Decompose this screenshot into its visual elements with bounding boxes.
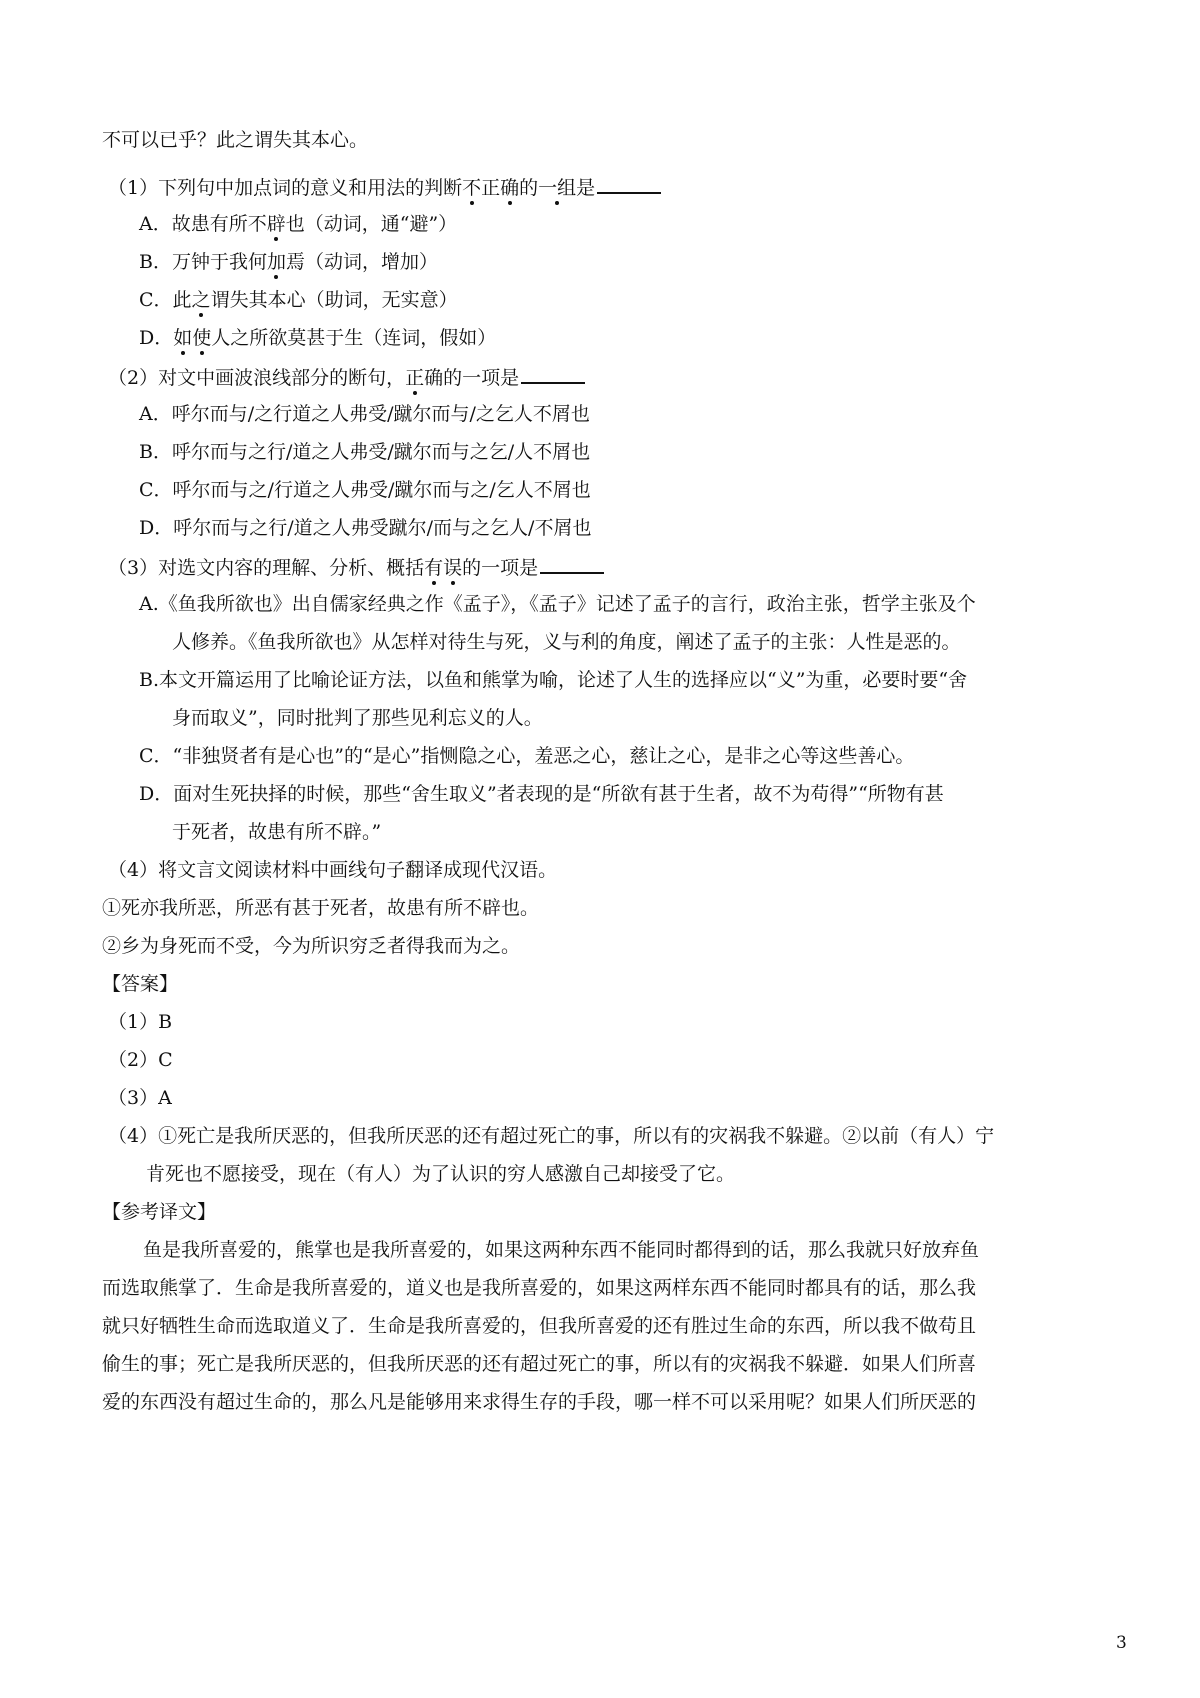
option-a-cont: 人修养。《鱼我所欲也》从怎样对待生与死，义与利的角度，阐述了孟子的主张：人性是恶的。 xyxy=(172,631,961,653)
dotted-char: 如 xyxy=(173,327,193,349)
translation-heading: 【参考译文】 xyxy=(102,1201,217,1223)
option-c: C．“非独贤者有是心也”的“是心”指恻隐之心，羞恶之心，慈让之心，是非之心等这些善心。 xyxy=(139,745,915,767)
option-text: B．万钟于我何 xyxy=(139,251,267,273)
dotted-char: 正 xyxy=(405,367,425,389)
option-text: 也（动词，通“避”） xyxy=(285,213,458,235)
dotted-char: 误 xyxy=(443,557,463,579)
answer-blank xyxy=(521,364,585,384)
dotted-char: 不 xyxy=(462,177,482,199)
option-text: A．故患有所不 xyxy=(139,213,267,235)
answer-blank xyxy=(540,554,604,574)
dotted-char: 有 xyxy=(424,557,444,579)
dotted-char: 之 xyxy=(191,289,211,311)
option-text: 谓失其本心（助词，无实意） xyxy=(210,289,458,311)
option-text: 焉（动词，增加） xyxy=(285,251,438,273)
answer-heading: 【答案】 xyxy=(102,973,179,995)
translation-line: 而选取熊掌了．生命是我所喜爱的，道义也是我所喜爱的，如果这两样东西不能同时都具有的话，那么我 xyxy=(102,1277,977,1299)
sentence-1: ①死亦我所恶，所恶有甚于死者，故患有所不辟也。 xyxy=(102,897,540,919)
question-3-stem: （3）对选文内容的理解、分析、概括 xyxy=(108,557,425,579)
option-d xyxy=(139,326,496,350)
option-b xyxy=(139,250,438,274)
page-number: 3 xyxy=(1116,1633,1127,1653)
option-b: B.本文开篇运用了比喻论证方法，以鱼和熊掌为喻，论述了人生的选择应以“义”为重，必要时要“舍 xyxy=(139,669,968,691)
option-a xyxy=(139,212,457,236)
translation-line: 偷生的事；死亡是我所厌恶的，但我所厌恶的还有超过死亡的事，所以有的灾祸我不躲避．如果人们所喜 xyxy=(102,1353,977,1375)
question-2 xyxy=(108,364,585,390)
option-d: D．面对生死抉择的时候，那些“舍生取义”者表现的是“所欲有甚于生者，故不为苟得”“所物有甚 xyxy=(139,783,944,805)
answer-blank xyxy=(597,174,661,194)
question-1-stem: （1）下列句中加点词的意义和用法的判断 xyxy=(108,177,463,199)
option-text: C．此 xyxy=(139,289,192,311)
dotted-char: 加 xyxy=(266,251,286,273)
question-3 xyxy=(108,554,604,580)
question-3-stem: 的一项是 xyxy=(462,557,539,579)
question-2-stem: 确的一项是 xyxy=(424,367,520,389)
answer-3: （3）A xyxy=(108,1087,172,1109)
answer-4: （4）①死亡是我所厌恶的，但我所厌恶的还有超过死亡的事，所以有的灾祸我不躲避。②以前（有人）宁 xyxy=(108,1125,995,1147)
question-1 xyxy=(108,174,661,200)
question-4: （4）将文言文阅读材料中画线句子翻译成现代汉语。 xyxy=(108,859,558,881)
option-text: D． xyxy=(139,327,174,349)
option-text: 人之所欲莫甚于生（连词，假如） xyxy=(211,327,497,349)
translation-line: 鱼是我所喜爱的，熊掌也是我所喜爱的，如果这两种东西不能同时都得到的话，那么我就只好放弃鱼 xyxy=(143,1239,980,1261)
text-line: 不可以已乎？此之谓失其本心。 xyxy=(102,129,369,151)
question-1-stem: 正 xyxy=(481,177,501,199)
translation-line: 就只好牺牲生命而选取道义了．生命是我所喜爱的，但我所喜爱的还有胜过生命的东西，所以我不做苟且 xyxy=(102,1315,977,1337)
option-d: D．呼尔而与之行/道之人弗受蹴尔/而与之乞人/不屑也 xyxy=(139,517,592,539)
answer-2: （2）C xyxy=(108,1049,173,1071)
sentence-2: ②乡为身死而不受，今为所识穷乏者得我而为之。 xyxy=(102,935,521,957)
question-2-stem: （2）对文中画波浪线部分的断句， xyxy=(108,367,406,389)
dotted-char: 确 xyxy=(500,177,520,199)
answer-4-cont: 肯死也不愿接受，现在（有人）为了认识的穷人感激自己却接受了它。 xyxy=(146,1163,736,1185)
translation-line: 爱的东西没有超过生命的，那么凡是能够用来求得生存的手段，哪一样不可以采用呢？如果人们所厌恶的 xyxy=(102,1391,977,1413)
dotted-char: 辟 xyxy=(266,213,286,235)
option-a: A．呼尔而与/之行道之人弗受/蹴尔而与/之乞人不屑也 xyxy=(139,403,590,425)
option-b: B．呼尔而与之行/道之人弗受/蹴尔而与之乞/人不屑也 xyxy=(139,441,591,463)
answer-1: （1）B xyxy=(108,1011,173,1033)
option-b-cont: 身而取义”，同时批判了那些见利忘义的人。 xyxy=(172,707,543,729)
option-c: C．呼尔而与之/行道之人弗受/蹴尔而与之/乞人不屑也 xyxy=(139,479,591,501)
option-a: A.《鱼我所欲也》出自儒家经典之作《孟子》，《孟子》记述了孟子的言行，政治主张，哲学主张及个 xyxy=(139,593,976,615)
dotted-char: 的一组是 xyxy=(519,177,596,199)
dotted-char: 使 xyxy=(192,327,212,349)
option-d-cont: 于死者，故患有所不辟。” xyxy=(172,821,382,843)
option-c xyxy=(139,288,458,312)
